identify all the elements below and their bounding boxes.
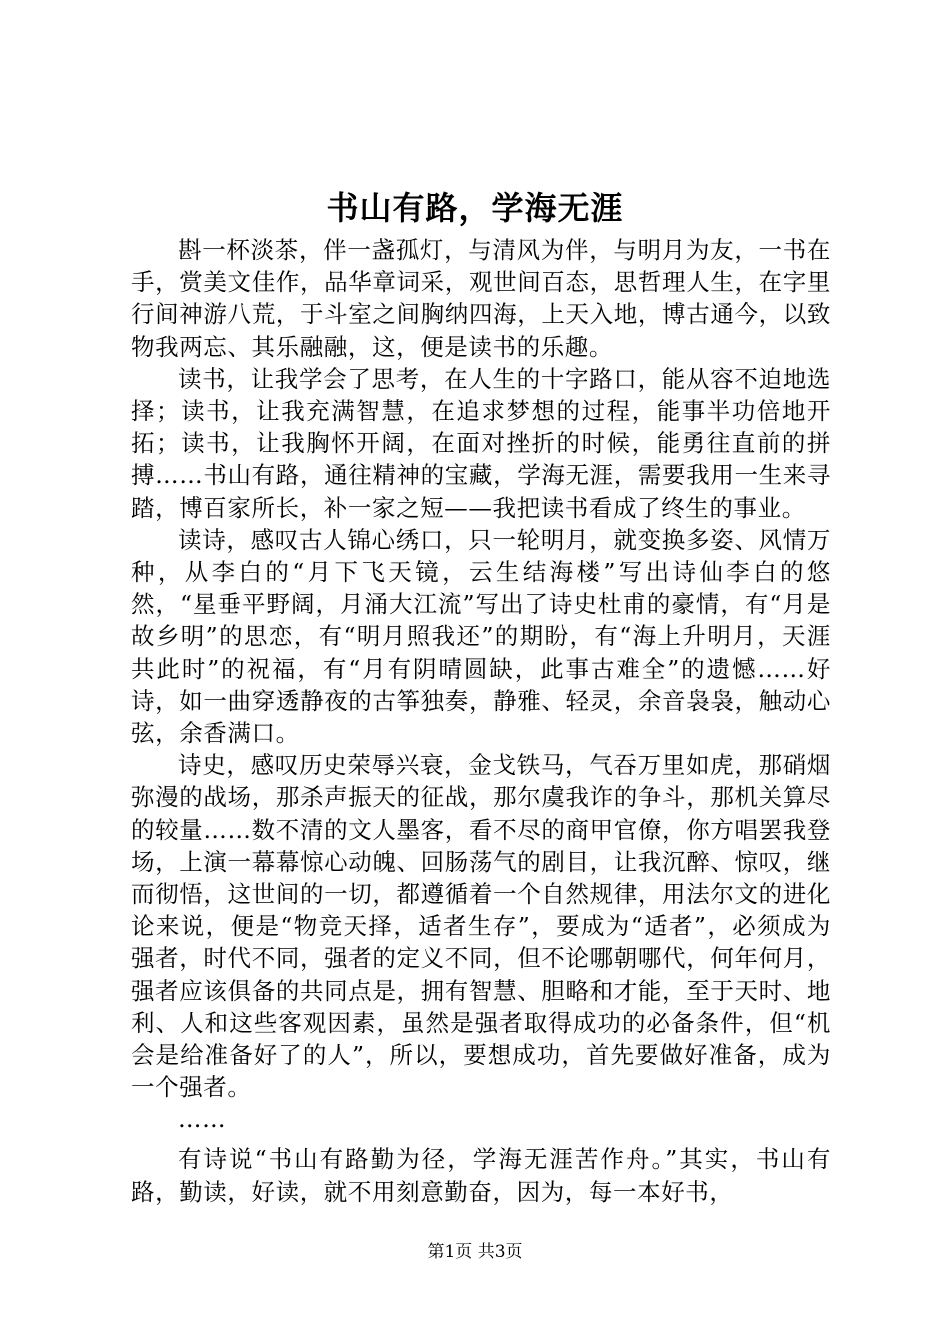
paragraph: 诗史，感叹历史荣辱兴衰，金戈铁马，气吞万里如虎，那硝烟弥漫的战场，那杀声振天的征战，那尔虞我诈的争斗，那机关算尽的较量……数不清的文人墨客，看不尽的商甲官僚，你方唱罢我登场，上演一幕幕惊心动魄、回肠荡气的剧目，让我沉醉、惊叹，继而彻悟，这世间的一切，都遵循着一个自然规律，用法尔文的进化论来说，便是“物竞天择，适者生存”，要成为“适者”，必须成为强者，时代不同，强者的定义不同，但不论哪朝哪代，何年何月，强者应该俱备的共同点是，拥有智慧、胆略和才能，至于天时、地利、人和这些客观因素，虽然是强者取得成功的必备条件，但“机会是给准备好了的人”，所以，要想成功，首先要做好准备，成为一个强者。 bbox=[131, 751, 831, 1102]
document-body bbox=[131, 234, 831, 1208]
document-title: 书山有路，学海无涯 bbox=[326, 189, 624, 227]
paragraph: 读书，让我学会了思考，在人生的十字路口，能从容不迫地选择；读书，让我充满智慧，在追求梦想的过程，能事半功倍地开拓；读书，让我胸怀开阔，在面对挫折的时候，能勇往直前的拼搏……书山有路，通往精神的宝藏，学海无涯，需要我用一生来寻踏，博百家所长，补一家之短——我把读书看成了终生的事业。 bbox=[131, 364, 831, 522]
page-number-footer: 第1页 共3页 bbox=[427, 1242, 523, 1262]
paragraph: 斟一杯淡茶，伴一盏孤灯，与清风为伴，与明月为友，一书在手，赏美文佳作，品华章词采，观世间百态，思哲理人生，在字里行间神游八荒，于斗室之间胸纳四海，上天入地，博古通今，以致物我两忘、其乐融融，这，便是读书的乐趣。 bbox=[131, 236, 831, 361]
paragraph: 有诗说“书山有路勤为径，学海无涯苦作舟。”其实，书山有路，勤读，好读，就不用刻意勤奋，因为，每一本好书， bbox=[131, 1145, 831, 1206]
paragraph: 读诗，感叹古人锦心绣口，只一轮明月，就变换多姿、风情万种，从李白的“月下飞天镜，云生结海楼”写出诗仙李白的悠然，“星垂平野阔，月涌大江流”写出了诗史杜甫的豪情，有“月是故乡明”的思恋，有“明月照我还”的期盼，有“海上升明月，天涯共此时”的祝福，有“月有阴晴圆缺，此事古难全”的遗憾……好诗，如一曲穿透静夜的古筝独奏，静雅、轻灵，余音袅袅，触动心弦，余香满口。 bbox=[131, 525, 831, 748]
ellipsis-paragraph: …… bbox=[178, 1105, 227, 1134]
